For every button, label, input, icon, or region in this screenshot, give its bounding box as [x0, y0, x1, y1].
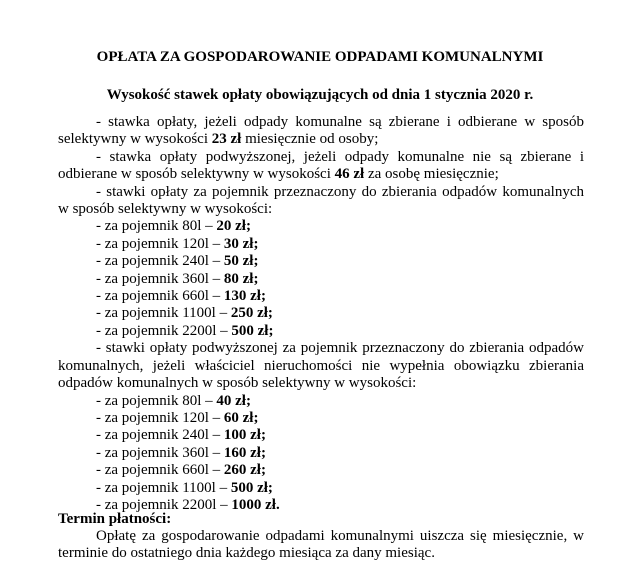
list-item-label: - za pojemnik 120l –	[96, 409, 224, 426]
increased-rate-amount: 46 zł	[334, 166, 365, 183]
list-item-label: - za pojemnik 660l –	[96, 462, 224, 479]
list-item-price: 260 zł;	[223, 462, 266, 479]
list-item-price: 20 zł;	[216, 218, 251, 235]
selective-rate-text-a: - stawka opłaty, jeżeli odpady komunalne są zbierane i odbierane w sposób selektywny w wysokości	[58, 114, 584, 148]
document-subtitle: Wysokość stawek opłaty obowiązujących od dnia 1 stycznia 2020 r.	[106, 87, 534, 103]
list-item-label: - za pojemnik 2200l –	[96, 322, 232, 339]
list-item-price: 40 zł;	[216, 392, 251, 409]
list-item-label: - za pojemnik 120l –	[96, 235, 224, 252]
list-item-label: - za pojemnik 660l –	[96, 288, 224, 305]
document-title: OPŁATA ZA GOSPODAROWANIE ODPADAMI KOMUNALNYMI	[96, 49, 544, 65]
list-item-price: 160 zł;	[223, 444, 266, 461]
selective-rate-paragraph	[58, 114, 584, 149]
list-item	[58, 427, 584, 444]
list-item	[58, 480, 584, 497]
list-item	[58, 393, 584, 410]
selective-rate-text-b: miesięcznie od osoby;	[241, 131, 379, 148]
list-item-price: 80 zł;	[223, 270, 259, 287]
list-item-price: 60 zł;	[223, 409, 259, 426]
list-item-label: - za pojemnik 1100l –	[96, 305, 231, 322]
list-item-price: 130 zł;	[223, 288, 266, 305]
list-item-price: 500 zł;	[231, 322, 274, 339]
list-item	[58, 271, 584, 288]
payment-deadline-heading: Termin płatności:	[58, 511, 172, 527]
increased-container-rates-list	[58, 393, 584, 515]
increased-rate-paragraph	[58, 149, 584, 184]
list-item-price: 250 zł;	[230, 305, 273, 322]
list-item-label: - za pojemnik 240l –	[96, 427, 224, 444]
list-item	[58, 445, 584, 462]
list-item-label: - za pojemnik 80l –	[96, 392, 217, 409]
rates-section	[58, 114, 584, 514]
increased-container-rates-paragraph: - stawki opłaty podwyższonej za pojemnik przeznaczony do zbierania odpadów komunalnych, jeżeli właściciel nieruchomości nie wypełnia obowiązku zbierania odpadów komunalnych w sposób selektywny w wysokości:	[58, 340, 584, 392]
list-item	[58, 323, 584, 340]
list-item-price: 100 zł;	[223, 427, 266, 444]
list-item-label: - za pojemnik 240l –	[96, 253, 224, 270]
list-item-label: - za pojemnik 80l –	[96, 218, 217, 235]
payment-deadline-text: Opłatę za gospodarowanie odpadami komunalnymi uiszcza się miesięcznie, w terminie do ostatniego dnia każdego miesiąca za dany miesiąc.	[58, 528, 584, 562]
list-item	[58, 288, 584, 305]
increased-rate-text-a: - stawka opłaty podwyższonej, jeżeli odpady komunalne nie są zbierane i odbierane w sposób selektywny w wysokości	[58, 148, 584, 183]
list-item-price: 1000 zł.	[231, 496, 280, 513]
list-item-label: - za pojemnik 360l –	[96, 444, 224, 461]
list-item	[58, 305, 584, 322]
list-item-label: - za pojemnik 360l –	[96, 270, 224, 287]
list-item	[58, 253, 584, 270]
list-item	[58, 462, 584, 479]
list-item-price: 30 zł;	[223, 235, 259, 252]
increased-rate-text-b: za osobę miesięcznie;	[364, 166, 499, 183]
list-item-label: - za pojemnik 1100l –	[96, 479, 231, 496]
list-item	[58, 236, 584, 253]
list-item	[58, 410, 584, 427]
selective-rate-amount: 23 zł	[211, 131, 242, 148]
container-rates-list	[58, 218, 584, 340]
list-item-price: 500 zł;	[230, 479, 273, 496]
list-item-price: 50 zł;	[223, 253, 259, 270]
list-item-label: - za pojemnik 2200l –	[96, 496, 232, 513]
list-item	[58, 218, 584, 235]
container-rates-paragraph: - stawki opłaty za pojemnik przeznaczony do zbierania odpadów komunalnych w sposób selektywny w wysokości:	[58, 183, 584, 218]
